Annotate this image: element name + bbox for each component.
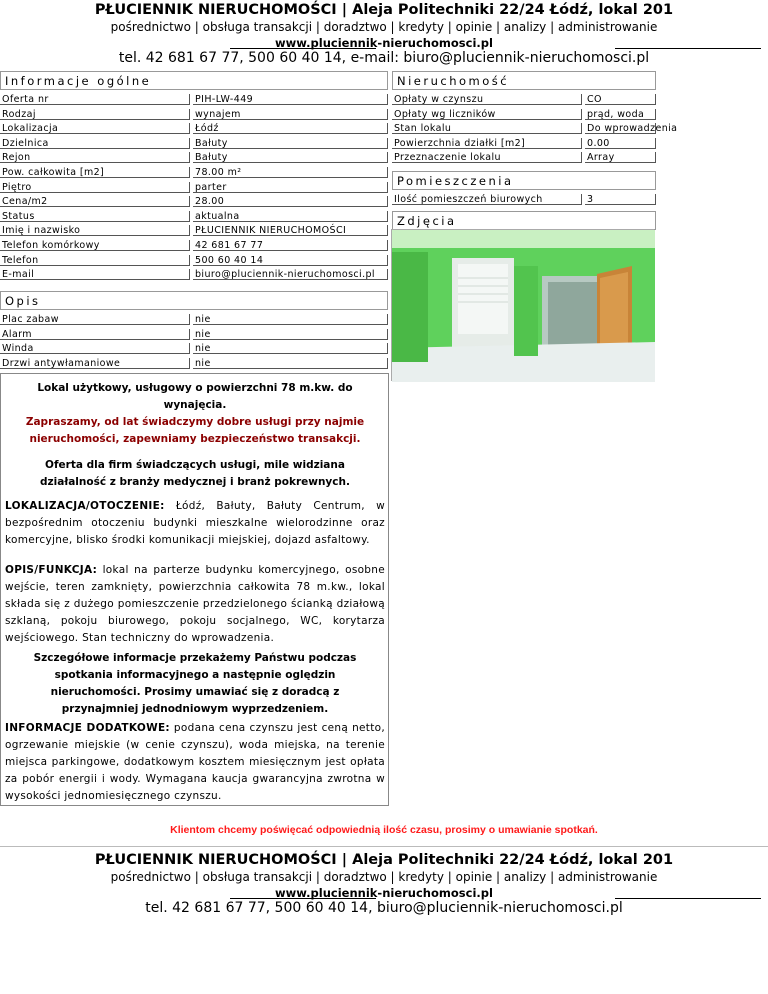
description-additional [5, 720, 385, 805]
header-services: pośrednictwo | obsługa transakcji | doradztwo | kredyty | opinie | analizy | administrowanie [110, 20, 658, 34]
footer-contact: tel. 42 681 67 77, 500 60 40 14, biuro@pluciennik-nieruchomosci.pl [145, 900, 623, 916]
row-value: biuro@pluciennik-nieruchomosci.pl [193, 269, 388, 280]
row-label: Rejon [0, 152, 190, 163]
additional-text: podana cena czynszu jest ceną netto, ogrzewanie miejskie (w cenie czynszu), woda miejska, na terenie miejsca parkingowe, dodatkowym kosztem miesięcznym jest opłata za pobór energii i wody. Wymagana kaucja gwarancyjna zwrotna w wysokości jednomiesięcznego czynszu. [5, 722, 385, 802]
row-value: Łódź [193, 123, 388, 134]
row-label: Telefon komórkowy [0, 240, 190, 251]
row-value: wynajem [193, 109, 388, 120]
row-label: Drzwi antywłamaniowe [0, 358, 190, 369]
row-label: Piętro [0, 182, 190, 193]
location-text: Łódź, Bałuty, Bałuty Centrum, w bezpośrednim otoczeniu budynki mieszkalne wielorodzinne oraz komercyjne, blisko środki komunikacji miejskiej, dojazd asfaltowy. [5, 500, 385, 546]
description-offer: Oferta dla firm świadczących usługi, mile widziana działalność z branży medycznej i branż pokrewnych. [40, 459, 350, 488]
property-heading: Nieruchomość [392, 71, 656, 90]
row-label: Plac zabaw [0, 314, 190, 325]
general-heading: Informacje ogólne [0, 71, 388, 90]
description-invitation: Zapraszamy, od lat świadczymy dobre usługi przy najmie nieruchomości, zapewniamy bezpieczeństwo transakcji. [25, 416, 365, 445]
row-value: aktualna [193, 211, 388, 222]
description-function [5, 562, 385, 647]
row-label: Oferta nr [0, 94, 190, 105]
row-value: 28.00 [193, 196, 388, 207]
row-label: Lokalizacja [0, 123, 190, 134]
row-value: 0.00 [585, 138, 656, 149]
row-value: Bałuty [193, 138, 388, 149]
row-label: Ilość pomieszczeń biurowych [392, 194, 582, 205]
row-label: Status [0, 211, 190, 222]
function-lead: OPIS/FUNKCJA: [5, 564, 98, 576]
header-title: PŁUCIENNIK NIERUCHOMOŚCI | Aleja Politechniki 22/24 Łódź, lokal 201 [94, 2, 674, 18]
row-label: Opłaty wg liczników [392, 109, 582, 120]
row-label: Imię i nazwisko [0, 225, 190, 236]
footer-separator [0, 846, 768, 847]
additional-lead: INFORMACJE DODATKOWE: [5, 722, 170, 734]
row-label: Pow. całkowita [m2] [0, 167, 190, 178]
description-intro: Lokal użytkowy, usługowy o powierzchni 78 m.kw. do wynajęcia. [37, 382, 353, 411]
header-rule-right [615, 48, 761, 49]
footer-rule-right [615, 898, 761, 899]
row-value: 3 [585, 194, 656, 205]
row-value: 500 60 40 14 [193, 255, 388, 266]
footer-title: PŁUCIENNIK NIERUCHOMOŚCI | Aleja Politechniki 22/24 Łódź, lokal 201 [94, 852, 674, 868]
row-label: Rodzaj [0, 109, 190, 120]
office-interior-illustration [392, 230, 655, 382]
row-label: Powierzchnia działki [m2] [392, 138, 582, 149]
footer-services: pośrednictwo | obsługa transakcji | doradztwo | kredyty | opinie | analizy | administrowanie [110, 870, 658, 884]
header-website-link[interactable]: www.pluciennik-nieruchomosci.pl [275, 36, 493, 50]
row-label: Przeznaczenie lokalu [392, 152, 582, 163]
row-label: Stan lokalu [392, 123, 582, 134]
row-label: E-mail [0, 269, 190, 280]
footer-website-link[interactable]: www.pluciennik-nieruchomosci.pl [275, 886, 493, 900]
photos-heading: Zdjęcia [392, 211, 656, 230]
opis-heading: Opis [0, 291, 388, 310]
row-value: CO [585, 94, 656, 105]
row-label: Opłaty w czynszu [392, 94, 582, 105]
row-label: Cena/m2 [0, 196, 190, 207]
row-label: Dzielnica [0, 138, 190, 149]
header-contact: tel. 42 681 67 77, 500 60 40 14, e-mail: biuro@pluciennik-nieruchomosci.pl [118, 50, 650, 66]
row-label: Alarm [0, 329, 190, 340]
property-photo[interactable] [391, 229, 654, 381]
description-meeting-info: Szczegółowe informacje przekażemy Państwu podczas spotkania informacyjnego a następnie oględzin nieruchomości. Prosimy umawiać się z doradcą z przynajmniej jednodniowym wyprzedzeniem. [33, 652, 357, 715]
row-value: 42 681 67 77 [193, 240, 388, 251]
description-location [5, 498, 385, 549]
function-text: lokal na parterze budynku komercyjnego, osobne wejście, teren zamknięty, powierzchnia całkowita 78 m.kw., lokal składa się z dużego pomieszczenie przedzielonego ścianką działową szklaną, pokoju biurowego, pokoju socjalnego, WC, korytarza wejściowego. Stan techniczny do wprowadzenia. [5, 564, 385, 644]
row-value: parter [193, 182, 388, 193]
row-value: PIH-LW-449 [193, 94, 388, 105]
row-value: 78.00 m² [193, 167, 388, 178]
appointment-notice: Klientom chcemy poświęcać odpowiednią ilość czasu, prosimy o umawianie spotkań. [170, 824, 598, 836]
row-value: prąd, woda [585, 109, 656, 120]
row-value: nie [193, 329, 388, 340]
row-value: Do wprowadzenia [587, 123, 678, 135]
row-value: nie [193, 314, 388, 325]
description-box [0, 373, 389, 806]
row-value: nie [193, 358, 388, 369]
location-lead: LOKALIZACJA/OTOCZENIE: [5, 500, 165, 512]
row-label: Telefon [0, 255, 190, 266]
row-value: Array [585, 152, 656, 163]
row-value: Bałuty [193, 152, 388, 163]
row-value: nie [193, 343, 388, 354]
row-value: PŁUCIENNIK NIERUCHOMOŚCI [193, 225, 388, 236]
row-label: Winda [0, 343, 190, 354]
rooms-heading: Pomieszczenia [392, 171, 656, 190]
